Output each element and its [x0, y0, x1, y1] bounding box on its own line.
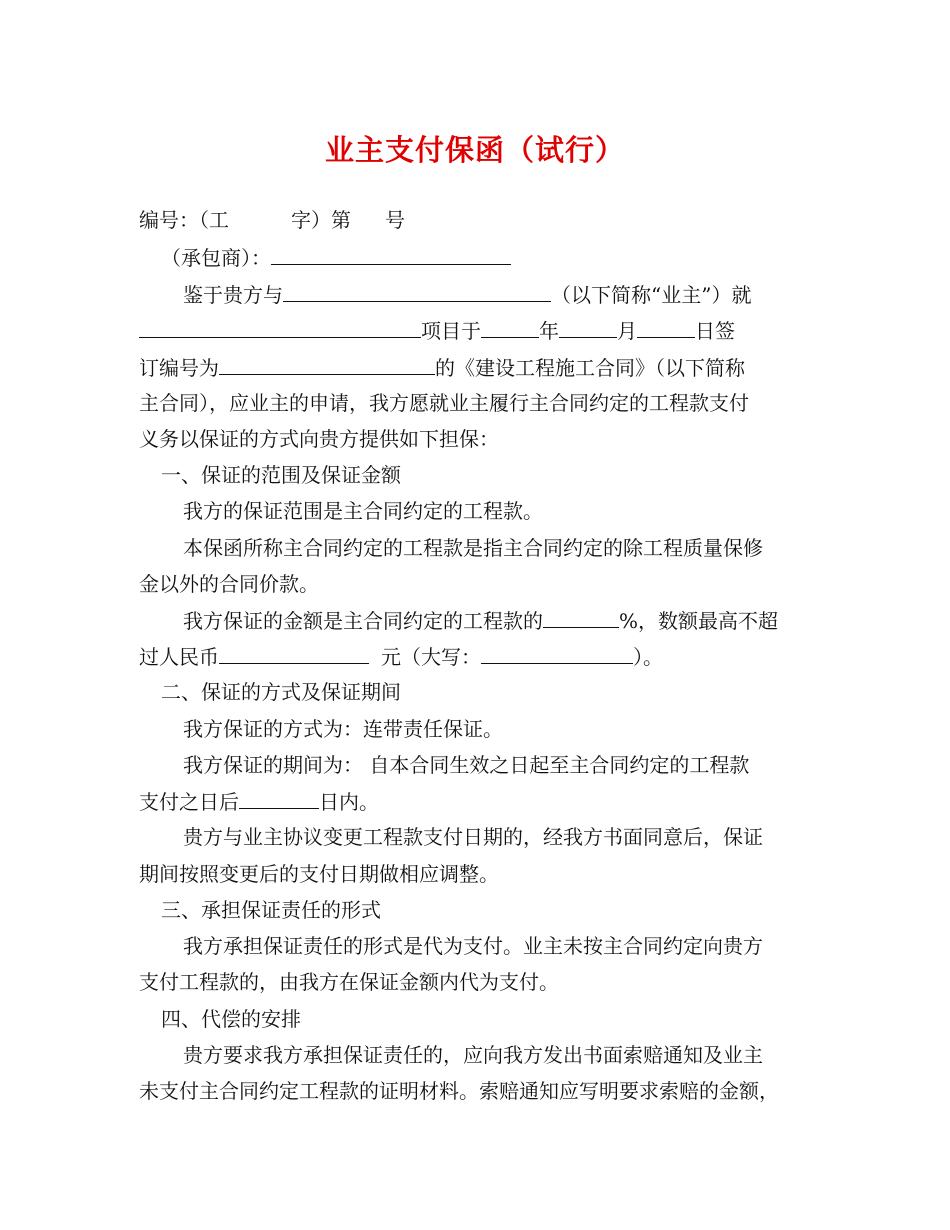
text-span: （以下简称“业主”）就 [551, 283, 752, 307]
employer-blank [283, 281, 551, 302]
section-heading: 二、保证的方式及保证期间 [161, 680, 401, 704]
text-span: 支付之日后 [139, 790, 239, 814]
paragraph-line: 贵方与业主协议变更工程款支付日期的，经我方书面同意后，保证 [183, 825, 763, 849]
amount-words-blank [481, 643, 633, 664]
contractor-line [161, 244, 511, 271]
paragraph-line: 我方的保证范围是主合同约定的工程款。 [183, 499, 543, 523]
percent-blank [543, 607, 619, 628]
contractor-blank [271, 244, 511, 265]
text-span: 项目于 [421, 319, 481, 343]
text-span: 月 [617, 319, 637, 343]
text-span: 订编号为 [139, 356, 219, 380]
paragraph-line [139, 643, 663, 670]
paragraph-line: 未支付主合同约定工程款的证明材料。索赔通知应写明要求索赔的金额， [139, 1079, 779, 1103]
days-blank [239, 788, 319, 809]
section-heading: 四、代偿的安排 [161, 1007, 301, 1031]
paragraph-line: 我方承担保证责任的形式是代为支付。业主未按主合同约定向贵方 [183, 934, 763, 958]
paragraph-line: 金以外的合同价款。 [139, 572, 319, 596]
project-blank [139, 317, 421, 338]
text-span: 鉴于贵方与 [183, 283, 283, 307]
contract-number-blank [219, 354, 435, 375]
paragraph-line [139, 788, 379, 815]
paragraph-line: 我方保证的方式为：连带责任保证。 [183, 717, 503, 741]
paragraph-line: 期间按照变更后的支付日期做相应调整。 [139, 862, 499, 886]
text-span: 过人民币 [139, 645, 219, 669]
paragraph-line [183, 607, 778, 634]
amount-blank [219, 643, 369, 664]
paragraph-line: 义务以保证的方式向贵方提供如下担保： [139, 427, 499, 451]
text-span: 日内。 [319, 790, 379, 814]
number-middle: 字）第 [291, 208, 351, 232]
paragraph-line [139, 354, 745, 381]
paragraph-line [183, 281, 751, 308]
paragraph-line: 支付工程款的，由我方在保证金额内代为支付。 [139, 970, 559, 994]
paragraph-line: 贵方要求我方承担保证责任的，应向我方发出书面索赔通知及业主 [183, 1043, 763, 1067]
paragraph-line: 本保函所称主合同约定的工程款是指主合同约定的除工程质量保修 [183, 536, 763, 560]
text-span: 日签 [695, 319, 735, 343]
text-span: 的《建设工程施工合同》（以下简称 [435, 356, 745, 380]
text-span: 年 [539, 319, 559, 343]
paragraph-line [139, 317, 735, 344]
text-span: 元（大写： [381, 645, 481, 669]
text-span: ）。 [633, 645, 663, 669]
number-line [139, 207, 405, 233]
paragraph-line: 主合同），应业主的申请，我方愿就业主履行主合同约定的工程款支付 [139, 391, 749, 415]
section-heading: 一、保证的范围及保证金额 [161, 463, 401, 487]
contractor-label: （承包商）： [161, 246, 271, 270]
text-span: %，数额最高不超 [619, 609, 779, 633]
year-blank [481, 317, 539, 338]
month-blank [559, 317, 617, 338]
document-title: 业主支付保函（试行） [324, 133, 625, 167]
text-span: 我方保证的金额是主合同约定的工程款的 [183, 609, 543, 633]
number-prefix: 编号：（工 [139, 208, 229, 232]
section-heading: 三、承担保证责任的形式 [161, 898, 381, 922]
day-blank [637, 317, 695, 338]
number-suffix: 号 [385, 208, 405, 232]
paragraph-line: 我方保证的期间为： 自本合同生效之日起至主合同约定的工程款 [183, 753, 750, 777]
